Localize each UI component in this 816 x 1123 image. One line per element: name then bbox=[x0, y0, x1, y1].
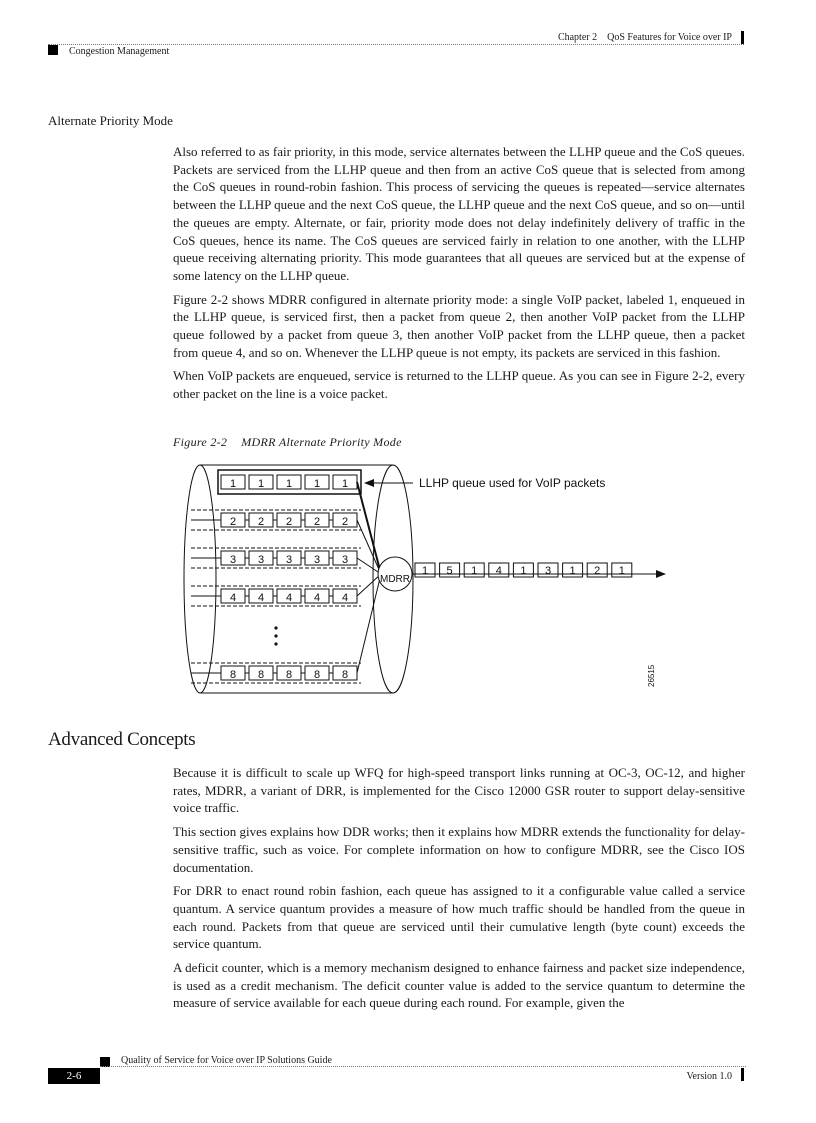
queue-packet-label: 4 bbox=[313, 592, 321, 604]
output-packet-label: 2 bbox=[594, 565, 601, 577]
mdrr-label: MDRR bbox=[380, 574, 410, 585]
subsection-heading: Alternate Priority Mode bbox=[48, 113, 173, 128]
queue-packet-label: 1 bbox=[313, 478, 321, 490]
figure-id: 26515 bbox=[647, 664, 656, 687]
paragraph: Figure 2-2 shows MDRR configured in alternate priority mode: a single VoIP packet, labeled 1, enqueued in the LLHP queue, is serviced first, then a packet from queue 2, then another VoIP packet from the LLHP queue followed by a packet from queue 3, then another VoIP packet from the LLHP queue, then a packet from queue 4, and so on. Whenever the LLHP queue is not empty, its packets are serviced in this fashion. bbox=[173, 291, 745, 360]
cylinder-back-edge bbox=[184, 465, 216, 693]
output-packet-label: 1 bbox=[471, 565, 478, 577]
section-name: Congestion Management bbox=[69, 46, 170, 57]
paragraph: A deficit counter, which is a memory mechanism designed to enhance fairness and packet size independence, is used as a credit mechanism. The deficit counter value is added to the service quantum to determine the measure of service available for each queue during each round. For example, given the bbox=[173, 960, 745, 1011]
cylinder-outline bbox=[200, 465, 393, 693]
book-title: Quality of Service for Voice over IP Solutions Guide bbox=[121, 1055, 332, 1066]
queue-packet-label: 4 bbox=[229, 592, 237, 604]
output-packet-label: 3 bbox=[544, 565, 552, 577]
queue-packet-label: 2 bbox=[313, 516, 321, 528]
paragraph: Also referred to as fair priority, in this mode, service alternates between the LLHP queue and the CoS queues. Packets are serviced from the LLHP queue and then from an active CoS queue that is selected from among the CoS queues in round-robin fashion. This process of servicing the queues is repeated—service alternates between the LLHP queue and the next CoS queue, the LLHP queue and the next CoS queue, and so on—until the queues are empty. Alternate, or fair, priority mode does not delay indefinitely delivery of traffic in the CoS queues, hence its name. The CoS queues are serviced fairly in relation to one another, with the LLHP queue receiving alternating priority. This mode guarantees that all queues are serviced but at the expense of some latency on the LLHP queue. bbox=[173, 144, 745, 283]
chapter-title: QoS Features for Voice over IP bbox=[607, 32, 732, 43]
queue-packet-label: 2 bbox=[285, 516, 293, 528]
figure-title: MDRR Alternate Priority Mode bbox=[241, 435, 402, 449]
queue-packet-label: 8 bbox=[313, 669, 321, 681]
footer-rule bbox=[100, 1066, 746, 1067]
paragraph: When VoIP packets are enqueued, service is returned to the LLHP queue. As you can see in Figure 2-2, every other packet on the line is a voice packet. bbox=[173, 368, 745, 402]
output-packet-label: 1 bbox=[618, 565, 625, 577]
output-packet-label: 1 bbox=[520, 565, 527, 577]
queue-8 bbox=[191, 663, 361, 683]
mdrr-diagram bbox=[173, 460, 693, 700]
figure-number: Figure 2-2 bbox=[173, 435, 228, 449]
queue-packet-label: 8 bbox=[257, 669, 265, 681]
queue-packet-label: 2 bbox=[229, 516, 237, 528]
footer-bar bbox=[741, 1068, 744, 1081]
queue-packet-label: 4 bbox=[341, 592, 349, 604]
header-bar bbox=[741, 31, 744, 44]
queue-2 bbox=[191, 510, 361, 530]
paragraph: For DRR to enact round robin fashion, each queue has assigned to it a configurable value called a service quantum. A service quantum provides a measure of how much traffic should be handled from the queue in each round. Packets from that queue are serviced until their cumulative length (byte count) exceeds the service quantum. bbox=[173, 883, 745, 952]
ellipsis-dot bbox=[274, 634, 277, 637]
output-packet-label: 4 bbox=[495, 565, 502, 577]
ellipsis-dot bbox=[274, 642, 277, 645]
queue-packet-label: 4 bbox=[257, 592, 265, 604]
queue-packet-label: 1 bbox=[341, 478, 349, 490]
queue-packet-label: 3 bbox=[341, 554, 349, 566]
output-packet-label: 1 bbox=[569, 565, 576, 577]
header-marker bbox=[48, 45, 58, 55]
queue-packet-label: 1 bbox=[285, 478, 293, 490]
header-rule bbox=[48, 44, 744, 45]
figure-caption bbox=[173, 435, 402, 450]
paragraph: This section gives explains how DDR works; then it explains how MDRR extends the functionality for delay-sensitive traffic, such as voice. For complete information on how to configure MDRR, see the Cisco IOS documentation. bbox=[173, 824, 745, 875]
queue-packet-label: 3 bbox=[285, 554, 293, 566]
subsection-body bbox=[173, 143, 745, 409]
queue-packet-label: 3 bbox=[229, 554, 237, 566]
ellipsis-dot bbox=[274, 626, 277, 629]
queue-packet-label: 1 bbox=[229, 478, 237, 490]
paragraph: Because it is difficult to scale up WFQ for high-speed transport links running at OC-3, OC-12, and higher rates, MDRR, a variant of DRR, is implemented for the Cisco 12000 GSR router to support delay-sensitive voice traffic. bbox=[173, 765, 745, 816]
queue-1 bbox=[218, 470, 361, 494]
queue-packet-label: 4 bbox=[285, 592, 293, 604]
queue-4 bbox=[191, 586, 361, 606]
llhp-queue-label: LLHP queue used for VoIP packets bbox=[419, 476, 606, 490]
queue-packet-label: 3 bbox=[313, 554, 321, 566]
queue-packet-label: 8 bbox=[229, 669, 237, 681]
queue-packet-label: 1 bbox=[257, 478, 265, 490]
queue-packet-label: 2 bbox=[341, 516, 349, 528]
output-packet-label: 1 bbox=[421, 565, 429, 577]
queue-packet-label: 8 bbox=[285, 669, 293, 681]
running-header bbox=[558, 32, 732, 43]
section-body bbox=[173, 764, 745, 1018]
queue-3 bbox=[191, 548, 361, 568]
queue-packet-label: 2 bbox=[257, 516, 265, 528]
queue-packet-label: 8 bbox=[341, 669, 349, 681]
output-packet-label: 5 bbox=[446, 565, 453, 577]
chapter-number: Chapter 2 bbox=[557, 32, 598, 43]
version-label: Version 1.0 bbox=[686, 1071, 732, 1082]
figure-mdrr-diagram bbox=[173, 460, 693, 700]
page-number: 2-6 bbox=[48, 1068, 100, 1084]
section-heading: Advanced Concepts bbox=[48, 729, 196, 750]
queue-packet-label: 3 bbox=[257, 554, 265, 566]
